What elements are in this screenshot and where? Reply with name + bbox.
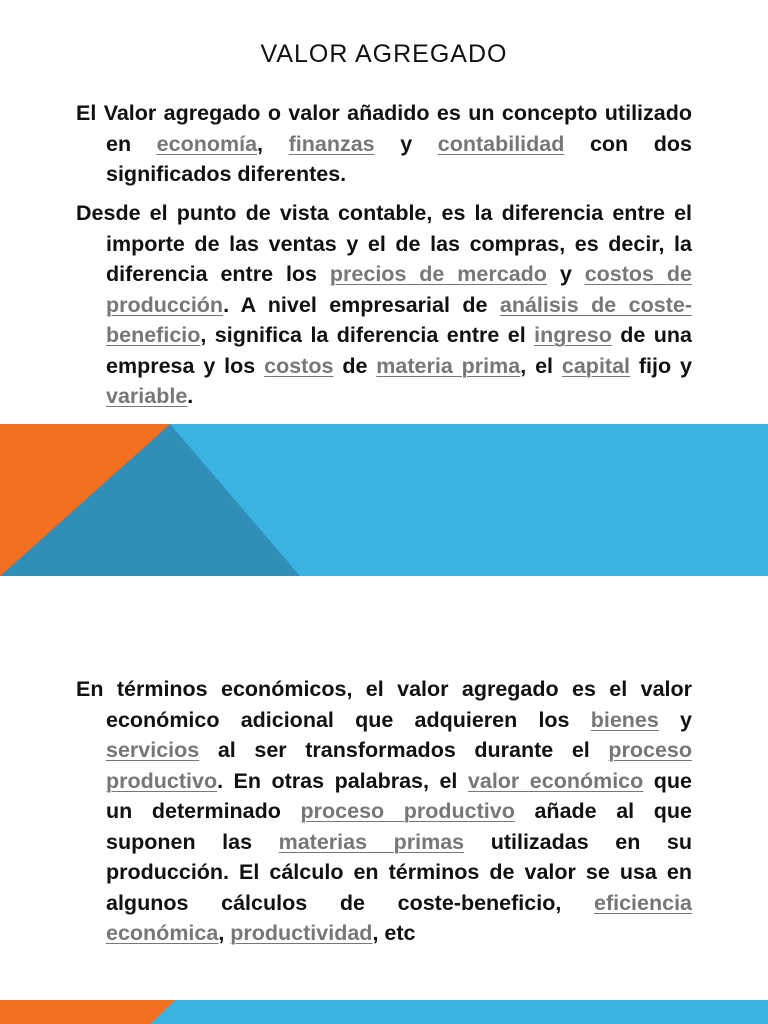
link-materia-prima[interactable]: materia prima bbox=[376, 353, 521, 378]
text: de una empresa y los bbox=[106, 323, 692, 378]
text: Desde el punto de vista contable, es la diferencia entre el importe de las ventas y el de las compras, es decir, la diferencia entre los bbox=[76, 201, 692, 286]
text: . bbox=[187, 384, 194, 408]
text: . En otras palabras, el bbox=[217, 768, 468, 793]
link-contabilidad[interactable]: contabilidad bbox=[437, 131, 565, 156]
paragraph-contable bbox=[76, 198, 692, 412]
band-orange-triangle bbox=[0, 1000, 175, 1024]
link-precios-de-mercado[interactable]: precios de mercado bbox=[329, 262, 547, 286]
link-servicios[interactable]: servicios bbox=[106, 738, 200, 762]
text: , bbox=[257, 131, 289, 156]
text: con dos significados diferentes. bbox=[106, 131, 692, 186]
text: . A nivel empresarial de bbox=[223, 292, 500, 317]
decorative-band bbox=[0, 424, 768, 576]
link-analisis-coste-beneficio[interactable]: análisis de coste-beneficio bbox=[106, 292, 692, 347]
link-finanzas[interactable]: finanzas bbox=[288, 131, 375, 156]
link-valor-economico[interactable]: valor económico bbox=[467, 768, 644, 793]
link-proceso-productivo[interactable]: proceso productivo bbox=[106, 738, 692, 793]
text: de bbox=[333, 353, 377, 378]
text: El Valor agregado o valor añadido es un concepto utilizado en bbox=[76, 101, 692, 156]
link-costos-de-produccion[interactable]: costos de producción bbox=[106, 262, 692, 317]
link-costos[interactable]: costos bbox=[264, 353, 334, 378]
text: , etc bbox=[372, 921, 416, 945]
text: fijo y bbox=[630, 353, 692, 378]
link-eficiencia-economica[interactable]: eficiencia económica bbox=[106, 890, 692, 945]
paragraph-definition bbox=[76, 98, 692, 190]
slide-title: VALOR AGREGADO bbox=[260, 40, 508, 68]
decorative-band-bottom bbox=[0, 1000, 768, 1024]
link-capital[interactable]: capital bbox=[561, 353, 631, 378]
text: utilizadas en su producción. El cálculo en términos de valor se usa en algunos cálculos de coste-beneficio, bbox=[106, 829, 692, 915]
text: y bbox=[374, 131, 438, 156]
text: al ser transformados durante el bbox=[199, 738, 609, 762]
link-productividad[interactable]: productividad bbox=[230, 921, 373, 945]
link-ingreso[interactable]: ingreso bbox=[534, 323, 612, 347]
text: añade al que suponen las bbox=[106, 799, 692, 854]
paragraph-economico bbox=[76, 674, 692, 949]
text: que un determinado bbox=[106, 768, 692, 823]
link-bienes[interactable]: bienes bbox=[590, 707, 659, 732]
link-variable[interactable]: variable bbox=[106, 384, 188, 408]
text: y bbox=[658, 707, 692, 732]
link-materias-primas[interactable]: materias primas bbox=[278, 829, 465, 854]
text: y bbox=[546, 262, 585, 286]
text: , el bbox=[520, 353, 562, 378]
text: , significa la diferencia entre el bbox=[200, 323, 535, 347]
text: En términos económicos, el valor agregado es el valor económico adicional que adquieren los bbox=[76, 677, 692, 732]
text: , bbox=[218, 921, 231, 945]
link-economia[interactable]: economía bbox=[156, 131, 258, 156]
link-proceso-productivo-2[interactable]: proceso productivo bbox=[300, 799, 515, 823]
